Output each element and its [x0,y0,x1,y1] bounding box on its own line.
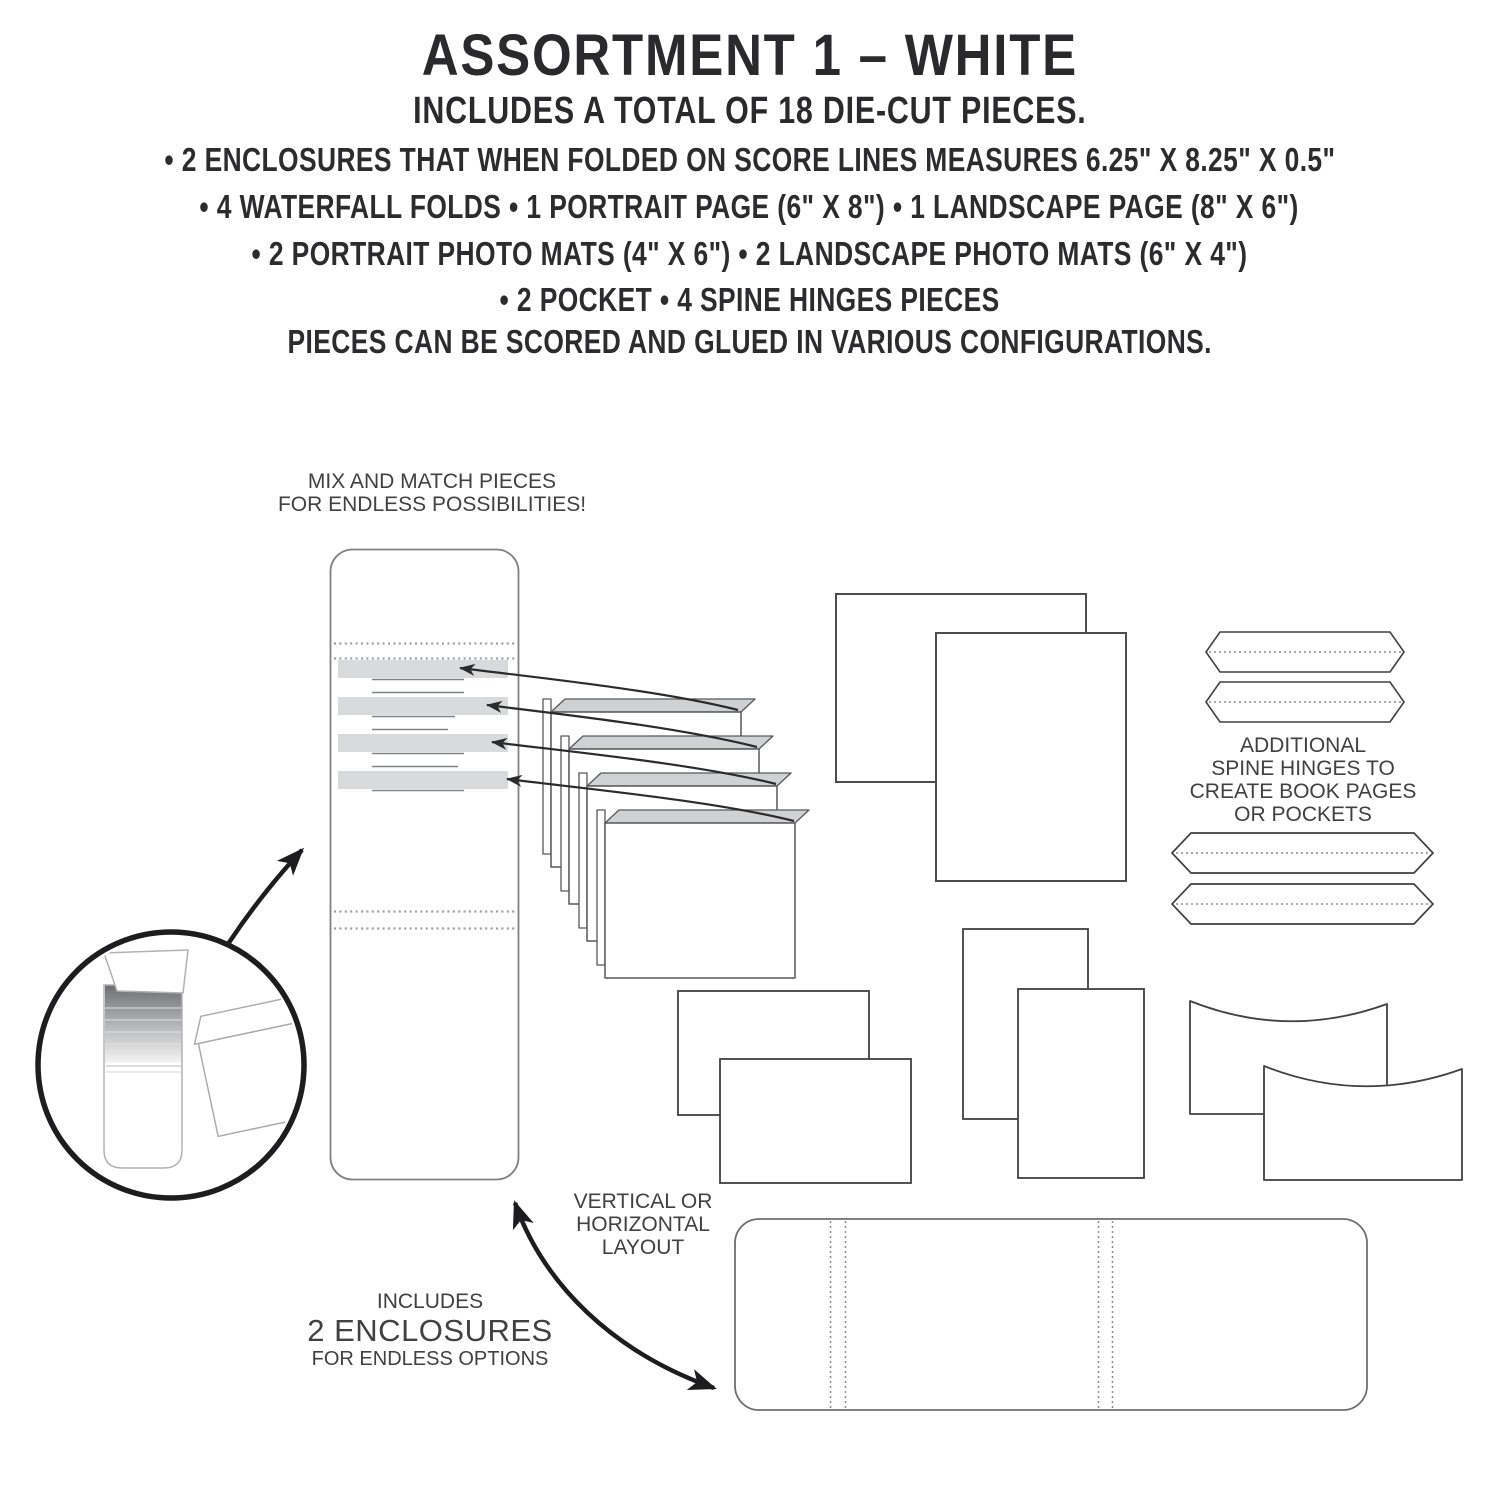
includes-enclosures-label [307,1290,552,1371]
spine-hinge-small [1206,632,1404,672]
additional-hinges-line3: CREATE BOOK PAGES [1189,780,1417,803]
additional-hinges-line2: SPINE HINGES TO [1211,757,1395,780]
additional-hinges-label [1190,734,1417,826]
spec-footnote: PIECES CAN BE SCORED AND GLUED IN VARIOUS CONFIGURATIONS. [287,323,1212,360]
layout-line2: HORIZONTAL [576,1213,710,1236]
portrait-page [936,633,1126,881]
spine-hinge-small [1206,682,1404,722]
layout-label [574,1190,713,1259]
spec-bullet-2: • 4 WATERFALL FOLDS • 1 PORTRAIT PAGE (6" X 8") • 1 LANDSCAPE PAGE (8" X 6") [199,188,1300,225]
page-title: ASSORTMENT 1 – WHITE [421,23,1078,88]
mix-match-label [278,470,586,516]
includes-line2: 2 ENCLOSURES [307,1313,553,1348]
flat-enclosure-vertical [331,550,519,1180]
subtitle: INCLUDES A TOTAL OF 18 DIE-CUT PIECES. [412,90,1087,132]
additional-hinges-line1: ADDITIONAL [1239,734,1367,757]
includes-line1: INCLUDES [376,1290,484,1313]
mix-match-line2: FOR ENDLESS POSSIBILITIES! [277,493,587,516]
spec-bullet-4: • 2 POCKET • 4 SPINE HINGES PIECES [499,281,1000,318]
landscape-photo-mat [720,1059,911,1183]
additional-hinges-line4: OR POCKETS [1234,803,1372,826]
spine-hinge-large [1172,884,1433,924]
layout-line3: LAYOUT [601,1236,685,1259]
flat-enclosure-horizontal [735,1219,1367,1410]
waterfall-folds-stack [543,699,809,978]
layout-line1: VERTICAL OR [573,1190,713,1213]
spec-bullet-3: • 2 PORTRAIT PHOTO MATS (4" X 6") • 2 LANDSCAPE PHOTO MATS (6" X 4") [251,235,1248,272]
portrait-photo-mat [1018,989,1144,1178]
spec-bullet-1: • 2 ENCLOSURES THAT WHEN FOLDED ON SCORE LINES MEASURES 6.25" X 8.25" X 0.5" [163,141,1336,178]
enclosure-detail-circle [38,932,320,1198]
includes-line3: FOR ENDLESS OPTIONS [311,1348,549,1370]
circle-arrow [228,850,302,944]
spine-hinge-large [1172,833,1433,873]
mix-match-line1: MIX AND MATCH PIECES [307,470,557,493]
waterfall-card [597,810,809,978]
